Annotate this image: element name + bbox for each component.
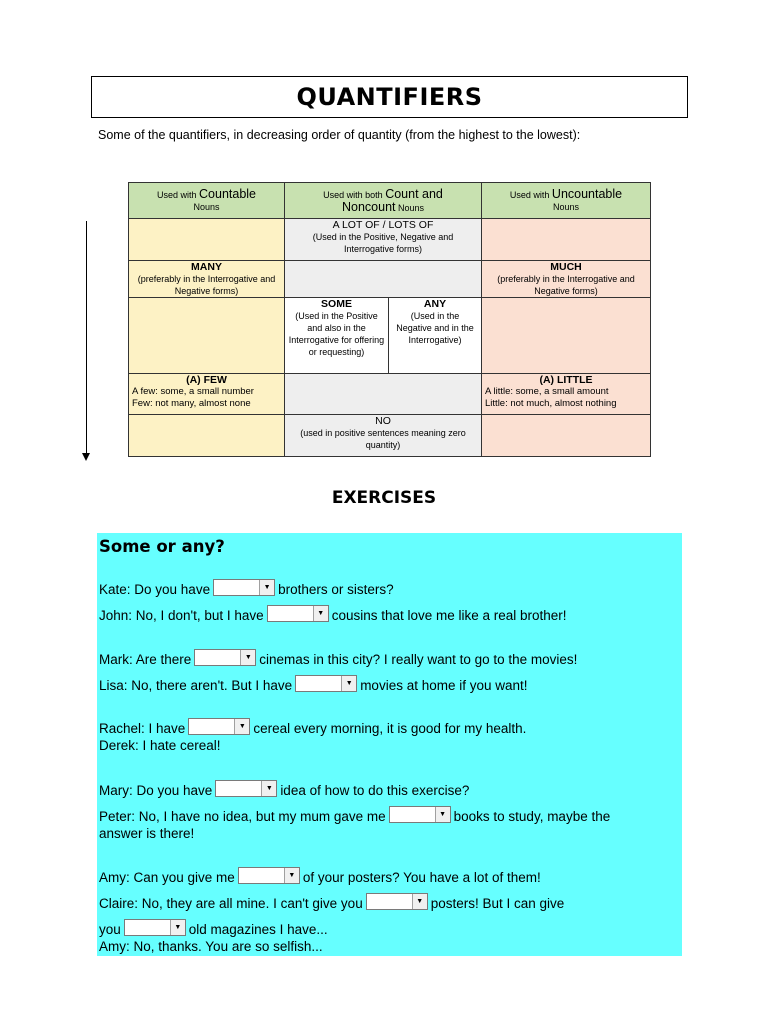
cell-empty xyxy=(129,298,285,374)
answer-dropdown[interactable] xyxy=(215,780,277,797)
exercise-panel xyxy=(97,533,682,956)
page-title: QUANTIFIERS xyxy=(296,83,483,111)
answer-dropdown[interactable] xyxy=(124,919,186,936)
cell-empty xyxy=(482,415,651,457)
cell-any: ANY (Used in the Negative and in the Interrogative) xyxy=(389,298,482,374)
chevron-down-icon[interactable]: ▼ xyxy=(240,650,255,665)
chevron-down-icon[interactable]: ▼ xyxy=(412,894,427,909)
quantifiers-table xyxy=(128,182,651,457)
cell-many: MANY (preferably in the Interrogative and Negative forms) xyxy=(129,261,285,298)
exercise-line: Mary: Do you have ▼ idea of how to do this exercise? xyxy=(99,782,469,799)
chevron-down-icon[interactable]: ▼ xyxy=(341,676,356,691)
chevron-down-icon[interactable]: ▼ xyxy=(234,719,249,734)
header-uncountable: Used with Uncountable Nouns xyxy=(482,183,651,219)
cell-empty xyxy=(285,261,482,298)
exercise-line: answer is there! xyxy=(99,826,195,841)
exercise-line: Mark: Are there ▼ cinemas in this city? I really want to go to the movies! xyxy=(99,651,577,668)
cell-much: MUCH (preferably in the Interrogative and Negative forms) xyxy=(482,261,651,298)
cell-empty xyxy=(129,219,285,261)
header-countable: Used with Countable Nouns xyxy=(129,183,285,219)
exercise-line: Amy: No, thanks. You are so selfish... xyxy=(99,939,323,954)
exercise-line: Lisa: No, there aren't. But I have ▼ movies at home if you want! xyxy=(99,677,528,694)
intro-text: Some of the quantifiers, in decreasing order of quantity (from the highest to the lowest): xyxy=(98,128,581,142)
decreasing-arrow xyxy=(86,221,87,454)
exercise-line: Claire: No, they are all mine. I can't give you ▼ posters! But I can give xyxy=(99,895,564,912)
answer-dropdown[interactable] xyxy=(194,649,256,666)
cell-little: (A) LITTLE A little: some, a small amount Little: not much, almost nothing xyxy=(482,374,651,415)
chevron-down-icon[interactable]: ▼ xyxy=(261,781,276,796)
chevron-down-icon[interactable]: ▼ xyxy=(284,868,299,883)
cell-empty xyxy=(285,374,482,415)
chevron-down-icon[interactable]: ▼ xyxy=(313,606,328,621)
cell-some: SOME (Used in the Positive and also in the Interrogative for offering or requesting) xyxy=(285,298,389,374)
exercises-title: EXERCISES xyxy=(331,488,437,508)
chevron-down-icon[interactable]: ▼ xyxy=(435,807,450,822)
cell-lots-of: A LOT OF / LOTS OF (Used in the Positive, Negative and Interrogative forms) xyxy=(285,219,482,261)
answer-dropdown[interactable] xyxy=(389,806,451,823)
answer-dropdown[interactable] xyxy=(188,718,250,735)
cell-no: NO (used in positive sentences meaning zero quantity) xyxy=(285,415,482,457)
cell-empty xyxy=(129,415,285,457)
chevron-down-icon[interactable]: ▼ xyxy=(170,920,185,935)
exercise-line: John: No, I don't, but I have ▼ cousins that love me like a real brother! xyxy=(99,607,567,624)
answer-dropdown[interactable] xyxy=(238,867,300,884)
exercise-line: Rachel: I have ▼ cereal every morning, it is good for my health. xyxy=(99,720,526,737)
answer-dropdown[interactable] xyxy=(366,893,428,910)
exercise-line: Kate: Do you have ▼ brothers or sisters? xyxy=(99,581,394,598)
exercise-line: Peter: No, I have no idea, but my mum gave me ▼ books to study, maybe the xyxy=(99,808,610,825)
header-both: Used with both Count and Noncount Nouns xyxy=(285,183,482,219)
chevron-down-icon[interactable]: ▼ xyxy=(259,580,274,595)
cell-empty xyxy=(482,298,651,374)
exercise-line: Amy: Can you give me ▼ of your posters? You have a lot of them! xyxy=(99,869,541,886)
exercise-subtitle: Some or any? xyxy=(99,537,225,556)
cell-few: (A) FEW A few: some, a small number Few: not many, almost none xyxy=(129,374,285,415)
exercise-line: Derek: I hate cereal! xyxy=(99,738,221,753)
arrow-down-icon xyxy=(82,453,90,461)
exercise-line: you ▼ old magazines I have... xyxy=(99,921,328,938)
title-box xyxy=(91,76,688,118)
answer-dropdown[interactable] xyxy=(295,675,357,692)
cell-empty xyxy=(482,219,651,261)
answer-dropdown[interactable] xyxy=(213,579,275,596)
answer-dropdown[interactable] xyxy=(267,605,329,622)
